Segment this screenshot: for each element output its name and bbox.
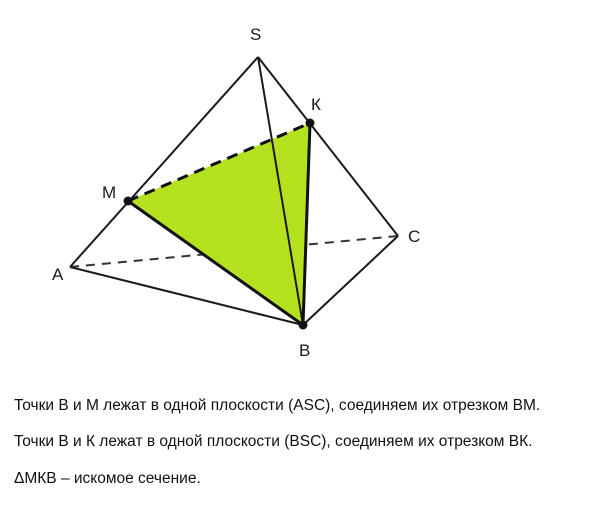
point-k-dot [306, 119, 315, 128]
conclusion-line: ΔМКВ – искомое сечение. [14, 470, 201, 487]
point-b-dot [299, 321, 308, 330]
label-b: B [299, 341, 311, 360]
explanation-line-bk: Точки B и К лежат в одной плоскости (BSC), соединяем их отрезком ВК. [14, 433, 533, 450]
label-s: S [250, 25, 262, 44]
section-triangle-mkb [128, 123, 310, 325]
label-m: M [102, 183, 117, 202]
edge-bc [303, 236, 398, 325]
label-a: A [52, 265, 64, 284]
explanation-line-bm: Точки B и M лежат в одной плоскости (ASC), соединяем их отрезком BM. [14, 397, 541, 414]
label-c: C [408, 227, 421, 246]
point-m-dot [124, 197, 133, 206]
label-k: К [311, 95, 321, 114]
